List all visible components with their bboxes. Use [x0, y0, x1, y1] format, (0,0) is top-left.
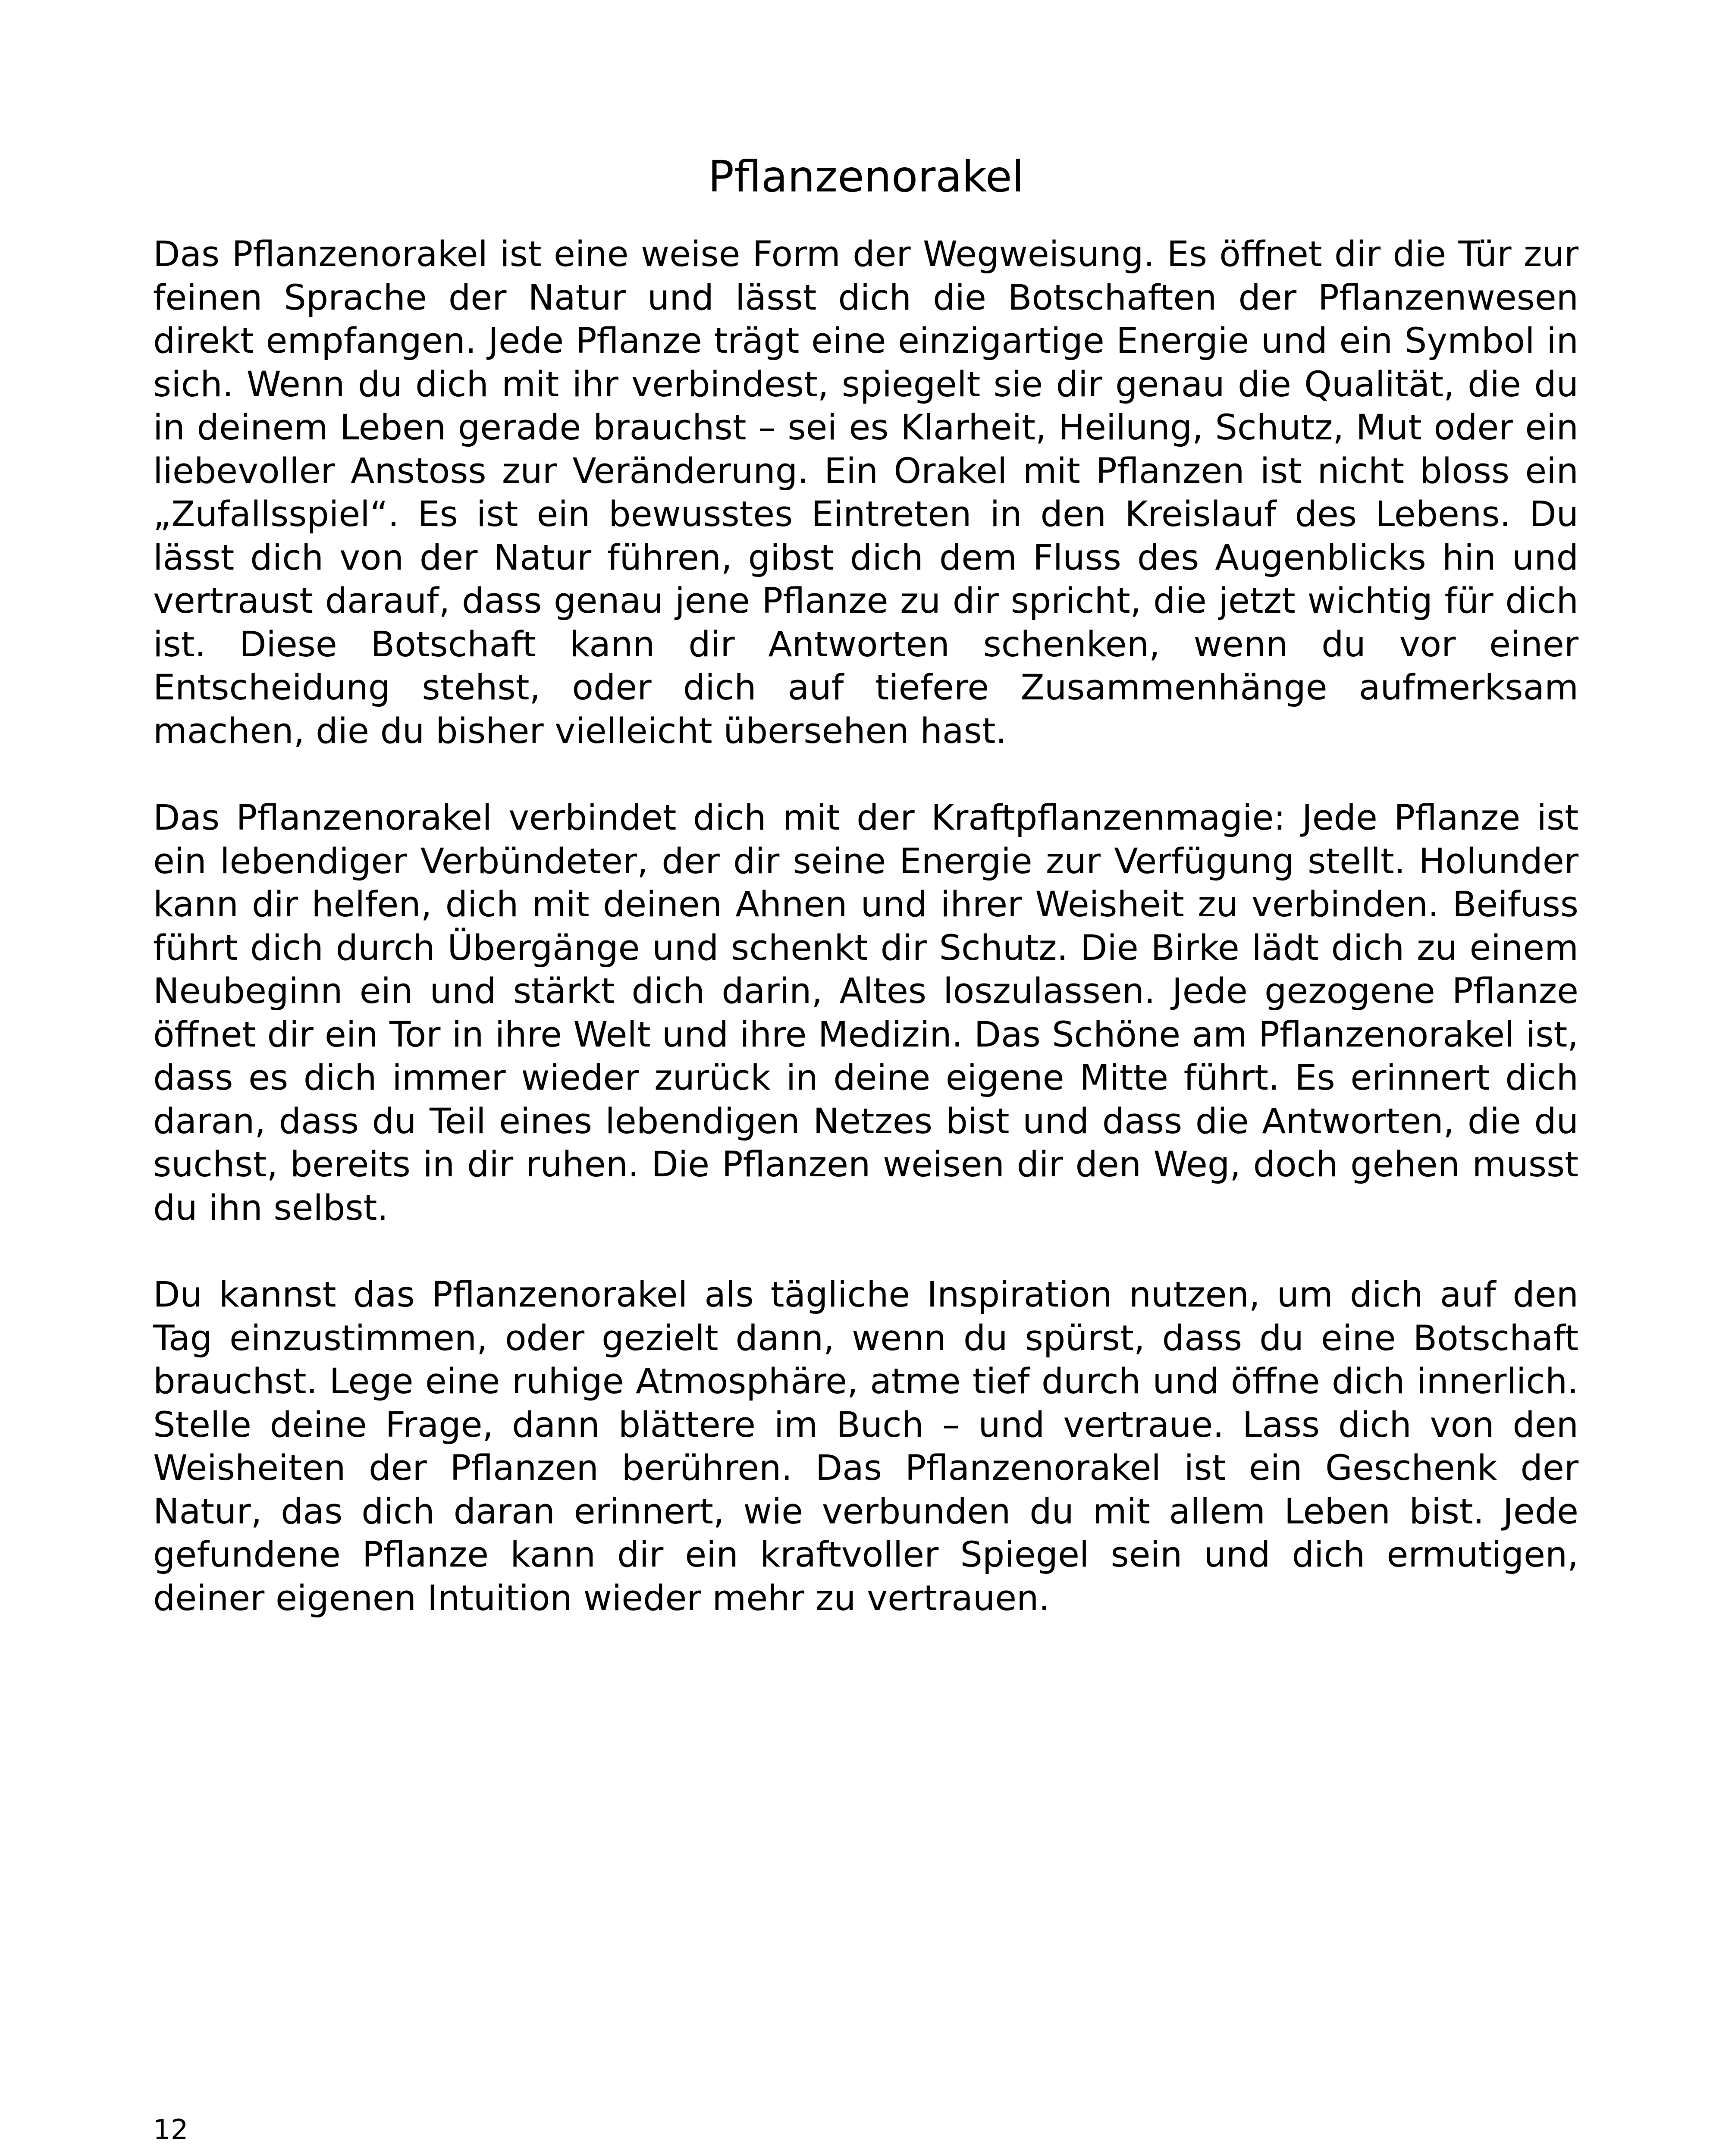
paragraph-3: Du kannst das Pflanzenorakel als tägliche Inspiration nutzen, um dich auf den Tag einzustimmen, oder gezielt dann, wenn du spürst, dass du eine Botschaft brauchst. Lege eine ruhige Atmosphäre, atme tief durch und öffne dich innerlich. Stelle deine Frage, dann blättere im Buch – und vertraue. Lass dich von den Weisheiten der Pflanzen berühren. Das Pflanzenorakel ist ein Geschenk der Natur, das dich daran erinnert, wie verbunden du mit allem Leben bist. Jede gefundene Pflanze kann dir ein kraftvoller Spiegel sein und dich ermutigen, deiner eigenen Intuition wieder mehr zu vertrauen. — [153, 1275, 1578, 1619]
body-text — [153, 233, 1578, 1664]
page-title: Pflanzenorakel — [708, 151, 1024, 202]
page-number: 12 — [153, 2114, 188, 2146]
paragraph-2: Das Pflanzenorakel verbindet dich mit der Kraftpflanzenmagie: Jede Pflanze ist ein lebendiger Verbündeter, der dir seine Energie zur Verfügung stellt. Holunder kann dir helfen, dich mit deinen Ahnen und ihrer Weisheit zu verbinden. Beifuss führt dich durch Übergänge und schenkt dir Schutz. Die Birke lädt dich zu einem Neubeginn ein und stärkt dich darin, Altes loszulassen. Jede gezogene Pflanze öffnet dir ein Tor in ihre Welt und ihre Medizin. Das Schöne am Pflanzenorakel ist, dass es dich immer wieder zurück in deine eigene Mitte führt. Es erinnert dich daran, dass du Teil eines lebendigen Netzes bist und dass die Antworten, die du suchst, bereits in dir ruhen. Die Pflanzen weisen dir den Weg, doch gehen musst du ihn selbst. — [153, 798, 1578, 1228]
paragraph-1: Das Pflanzenorakel ist eine weise Form der Wegweisung. Es öffnet dir die Tür zur feinen Sprache der Natur und lässt dich die Botschaften der Pflanzenwesen direkt empfangen. Jede Pflanze trägt eine einzigartige Energie und ein Symbol in sich. Wenn du dich mit ihr verbindest, spiegelt sie dir genau die Qualität, die du in deinem Leben gerade brauchst – sei es Klarheit, Heilung, Schutz, Mut oder ein liebevoller Anstoss zur Veränderung. Ein Orakel mit Pflanzen ist nicht bloss ein „Zufallsspiel“. Es ist ein bewusstes Eintreten in den Kreislauf des Lebens. Du lässt dich von der Natur führen, gibst dich dem Fluss des Augenblicks hin und vertraust darauf, dass genau jene Pflanze zu dir spricht, die jetzt wichtig für dich ist. Diese Botschaft kann dir Antworten schenken, wenn du vor einer Entscheidung stehst, oder dich auf tiefere Zusammenhänge aufmerksam machen, die du bisher vielleicht übersehen hast. — [153, 234, 1578, 752]
